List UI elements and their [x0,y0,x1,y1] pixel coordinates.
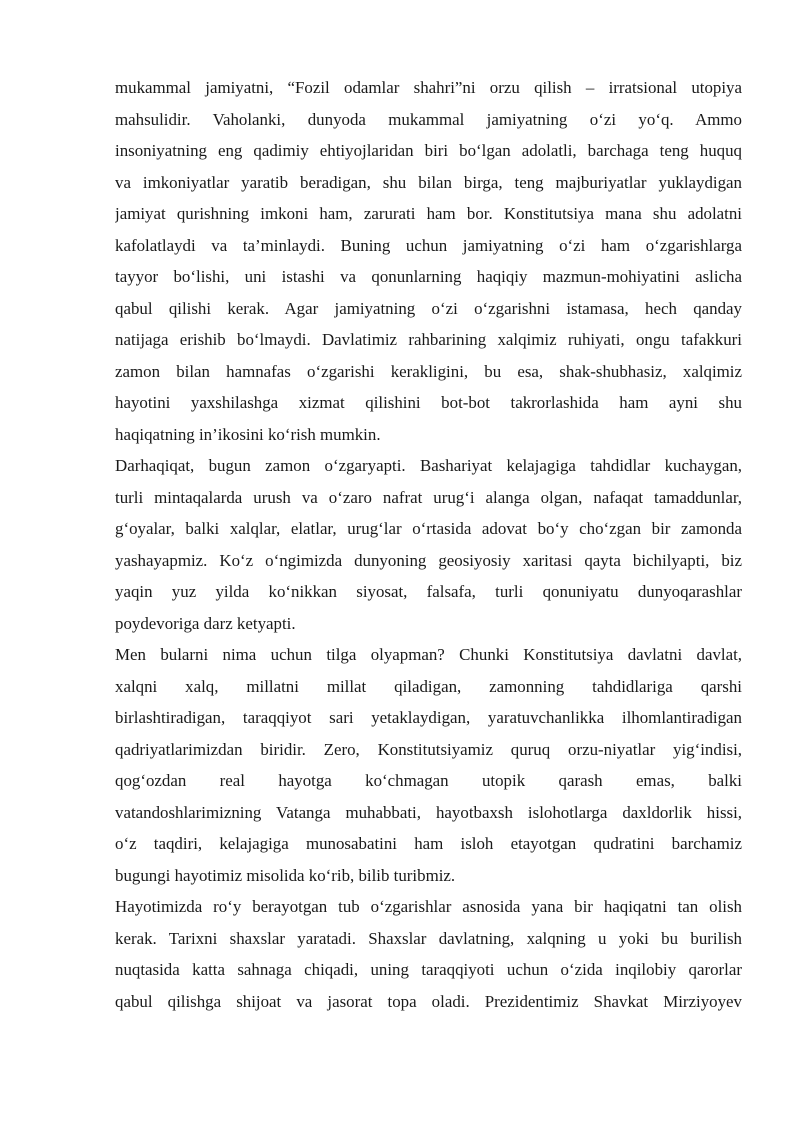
text-line: qadriyatlarimizdan biridir. Zero, Konstitutsiyamiz quruq orzu-niyatlar yig‘indisi, [115,739,742,759]
text-line: qog‘ozdan real hayotga ko‘chmagan utopik qarash emas, balki [115,771,742,790]
text-line: Hayotimizda ro‘y berayotgan tub o‘zgarishlar asnosida yana bir haqiqatni tan olish [115,897,742,916]
text-line: natijaga erishib bo‘lmaydi. Davlatimiz rahbarining xalqimiz ruhiyati, ongu tafakkuri [115,330,742,349]
text-line: yashayapmiz. Ko‘z o‘ngimizda dunyoning geosiyosiy xaritasi qayta bichilyapti, biz [115,550,742,570]
text-line: xalqni xalq, millatni millat qiladigan, zamonning tahdidlariga qarshi [115,676,742,696]
text-line: mukammal jamiyatni, “Fozil odamlar shahri”ni orzu qilish – irratsional utopiya [115,78,742,97]
text-line: jamiyat qurishning imkoni ham, zarurati ham bor. Konstitutsiya mana shu adolatni [115,204,742,223]
text-line: turli mintaqalarda urush va o‘zaro nafrat urug‘i alanga olgan, nafaqat tamaddunlar, [115,487,742,507]
text-line: nuqtasida katta sahnaga chiqadi, uning taraqqiyoti uchun o‘zida inqilobiy qarorlar [115,960,742,979]
text-line: bugungi hayotimiz misolida ko‘rib, bilib turibmiz. [115,865,456,885]
text-line: hayotini yaxshilashga xizmat qilishini bot-bot takrorlashida ham ayni shu [115,393,742,412]
text-line: poydevoriga darz ketyapti. [115,613,296,633]
text-line: va imkoniyatlar yaratib beradigan, shu bilan birga, teng majburiyatlar yuklaydigan [115,172,742,192]
text-line: yaqin yuz yilda ko‘nikkan siyosat, falsafa, turli qonuniyatu dunyoqarashlar [115,582,742,601]
text-line: mahsulidir. Vaholanki, dunyoda mukammal jamiyatning o‘zi yo‘q. Ammo [115,109,742,129]
text-line: tayyor bo‘lishi, uni istashi va qonunlarning haqiqiy mazmun-mohiyatini aslicha [115,267,742,286]
text-line: Darhaqiqat, bugun zamon o‘zgaryapti. Bashariyat kelajagiga tahdidlar kuchaygan, [115,456,742,475]
text-line: haqiqatning in’ikosini ko‘rish mumkin. [115,424,381,444]
text-line: insoniyatning eng qadimiy ehtiyojlaridan biri bo‘lgan adolatli, barchaga teng huquq [115,141,742,160]
text-line: kafolatlaydi va ta’minlaydi. Buning uchun jamiyatning o‘zi ham o‘zgarishlarga [115,235,742,255]
text-line: o‘z taqdiri, kelajagiga munosabatini ham isloh etayotgan qudratini barchamiz [115,834,742,853]
text-line: birlashtiradigan, taraqqiyot sari yetaklaydigan, yaratuvchanlikka ilhomlantiradigan [115,708,742,727]
text-line: g‘oyalar, balki xalqlar, elatlar, urug‘lar o‘rtasida adovat bo‘y cho‘zgan bir zamonda [115,519,742,538]
text-line: Men bularni nima uchun tilga olyapman? Chunki Konstitutsiya davlatni davlat, [115,645,742,664]
text-line: kerak. Tarixni shaxslar yaratadi. Shaxslar davlatning, xalqning u yoki bu burilish [115,928,742,948]
text-line: zamon bilan hamnafas o‘zgarishi kerakligini, bu esa, shak-shubhasiz, xalqimiz [115,361,742,381]
text-line: qabul qilishi kerak. Agar jamiyatning o‘zi o‘zgarishni istamasa, hech qanday [115,298,742,318]
text-line: qabul qilishga shijoat va jasorat topa oladi. Prezidentimiz Shavkat Mirziyoyev [115,991,742,1011]
body-text [115,72,742,1017]
text-line: vatandoshlarimizning Vatanga muhabbati, hayotbaxsh islohotlarga daxldorlik hissi, [115,802,742,822]
